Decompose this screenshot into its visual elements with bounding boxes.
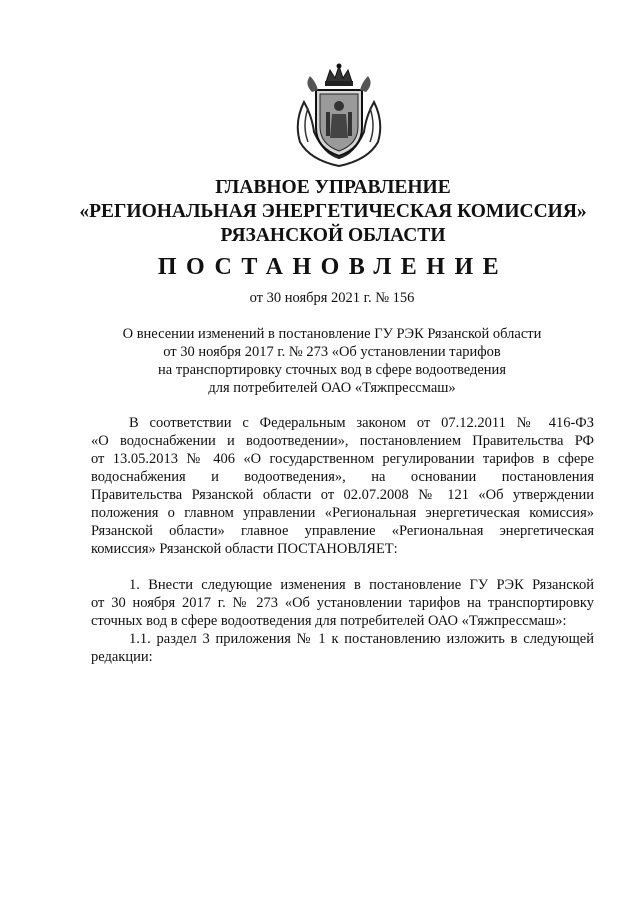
paragraph-line: от 13.05.2013 № 406 «О государственном регулировании тарифов в сфере bbox=[91, 451, 594, 467]
subject-line: на транспортировку сточных вод в сфере водоотведения bbox=[158, 362, 506, 378]
coat-of-arms-icon bbox=[290, 62, 388, 168]
document-date-number: от 30 ноября 2021 г. № 156 bbox=[249, 290, 415, 306]
paragraph-line: водоснабжения и водоотведения», на основании постановления bbox=[91, 469, 594, 485]
paragraph-line: редакции: bbox=[91, 649, 153, 665]
subject-line: от 30 ноября 2017 г. № 273 «Об установлении тарифов bbox=[163, 344, 501, 360]
paragraph-line: сточных вод в сфере водоотведения для потребителей ОАО «Тяжпрессмаш»: bbox=[91, 613, 567, 629]
paragraph-line: 1.1. раздел 3 приложения № 1 к постановлению изложить в следующей bbox=[129, 631, 594, 647]
subject-line: О внесении изменений в постановление ГУ РЭК Рязанской области bbox=[122, 326, 542, 342]
paragraph-line: 1. Внести следующие изменения в постановление ГУ РЭК Рязанской bbox=[129, 577, 594, 593]
organization-name-line-3: РЯЗАНСКОЙ ОБЛАСТИ bbox=[220, 225, 446, 246]
paragraph-line: «О водоснабжении и водоотведении», постановлением Правительства РФ bbox=[91, 433, 594, 449]
paragraph-line: В соответствии с Федеральным законом от 07.12.2011 № 416-ФЗ bbox=[129, 415, 594, 431]
paragraph-line: от 30 ноября 2017 г. № 273 «Об установлении тарифов на транспортировку bbox=[91, 595, 594, 611]
paragraph-line: Правительства Рязанской области от 02.07.2008 № 121 «Об утверждении bbox=[91, 487, 594, 503]
subject-line: для потребителей ОАО «Тяжпрессмаш» bbox=[208, 380, 456, 396]
organization-name-line-1: ГЛАВНОЕ УПРАВЛЕНИЕ bbox=[215, 177, 451, 198]
paragraph-line: комиссия» Рязанской области ПОСТАНОВЛЯЕТ: bbox=[91, 541, 398, 557]
paragraph-line: Рязанской области» главное управление «Региональная энергетическая bbox=[91, 523, 594, 539]
paragraph-line: положения о главном управлении «Региональная энергетическая комиссия» bbox=[91, 505, 594, 521]
document-type-title: ПОСТАНОВЛЕНИЕ bbox=[157, 254, 509, 280]
organization-name-line-2: «РЕГИОНАЛЬНАЯ ЭНЕРГЕТИЧЕСКАЯ КОМИССИЯ» bbox=[79, 201, 587, 222]
